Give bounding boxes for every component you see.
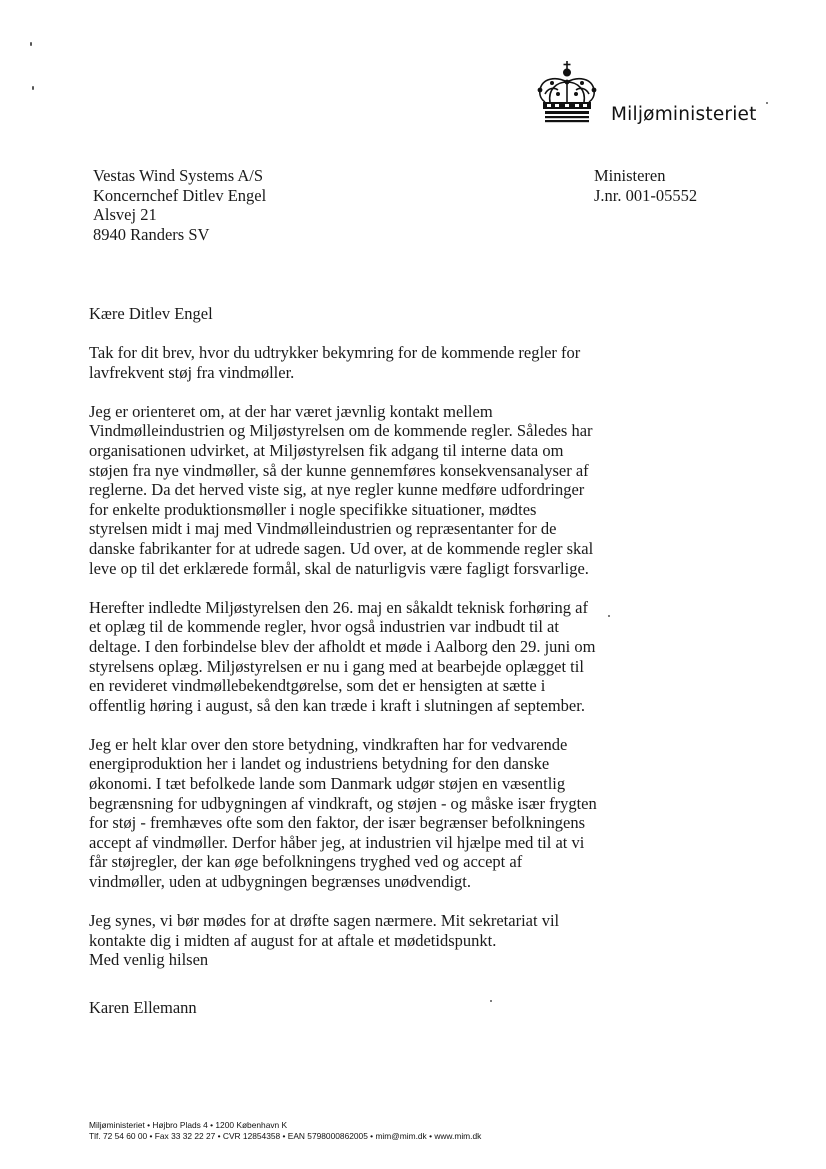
text-line: får støjregler, der kan øge befolkningens tryghed ved og accept af <box>89 852 523 872</box>
text-line: et oplæg til de kommende regler, hvor også industrien var indbudt til at <box>89 617 559 637</box>
signature-name: Karen Ellemann <box>89 998 197 1017</box>
recipient-line: Alsvej 21 <box>93 205 157 224</box>
scan-speck <box>766 102 768 104</box>
scan-speck <box>32 86 34 90</box>
text-line: for støj - fremhæves ofte som den faktor, der især begrænser befolkningens <box>89 813 586 833</box>
footer <box>89 1120 481 1141</box>
footer-contact: Tlf. 72 54 60 00 • Fax 33 32 22 27 • CVR 12854358 • EAN 5798000862005 • mim@mim.dk • www.mim.dk <box>89 1130 482 1141</box>
footer-address: Miljøministeriet • Højbro Plads 4 • 1200 København K <box>89 1120 288 1130</box>
text-line: offentlig høring i august, så den kan træde i kraft i slutningen af september. <box>89 695 585 715</box>
scan-speck <box>608 615 610 617</box>
reference-block <box>594 166 697 205</box>
paragraph <box>89 343 629 382</box>
text-line: begrænsning for udbygningen af vindkraft, og støjen - og måske især frygten <box>89 793 597 813</box>
paragraph <box>89 911 629 950</box>
recipient-line: Vestas Wind Systems A/S <box>93 166 264 185</box>
crown-logo-icon <box>536 60 598 126</box>
text-line: økonomi. I tæt befolkede lande som Danmark udgør støjen en væsentlig <box>89 774 566 794</box>
paragraph <box>89 598 629 716</box>
text-line: organisationen udvirket, at Miljøstyrelsen fik adgang til interne data om <box>89 440 564 460</box>
recipient-line: Koncernchef Ditlev Engel <box>93 185 267 205</box>
recipient-address <box>93 166 266 244</box>
text-line: vindmøller, uden at udbygningen begrænses unødvendigt. <box>89 872 471 892</box>
text-line: reglerne. Da det herved viste sig, at nye regler kunne medføre udfordringer <box>89 480 585 500</box>
paragraph <box>89 402 629 578</box>
text-line: lavfrekvent støj fra vindmøller. <box>89 362 295 382</box>
text-line: for enkelte produktionsmøller i nogle specifikke situationer, mødtes <box>89 499 537 519</box>
ministry-name: Miljøministeriet <box>611 104 757 125</box>
scan-speck <box>490 1000 492 1002</box>
text-line: Jeg er helt klar over den store betydning, vindkraften har for vedvarende <box>89 734 568 754</box>
text-line: styrelsens oplæg. Miljøstyrelsen er nu i gang med at bearbejde oplægget til <box>89 656 584 676</box>
sender-role: Ministeren <box>594 166 666 185</box>
text-line: styrelsen midt i maj med Vindmølleindustrien og repræsentanter for de <box>89 519 557 539</box>
text-line: kontakte dig i midten af august for at aftale et mødetidspunkt. <box>89 930 497 950</box>
closing: Med venlig hilsen <box>89 950 209 969</box>
salutation: Kære Ditlev Engel <box>89 304 213 323</box>
text-line: energiproduktion her i landet og industriens betydning for den danske <box>89 754 550 774</box>
text-line: støjen fra nye vindmøller, så der kunne gennemføres konsekvensanalyser af <box>89 460 589 480</box>
recipient-line: 8940 Randers SV <box>93 224 210 244</box>
text-line: Vindmølleindustrien og Miljøstyrelsen om de kommende regler. Således har <box>89 421 593 441</box>
text-line: accept af vindmøller. Derfor håber jeg, at industrien vil hjælpe med til at vi <box>89 832 585 852</box>
text-line: danske fabrikanter for at udrede sagen. Ud over, at de kommende regler skal <box>89 538 594 558</box>
text-line: en revideret vindmøllebekendtgørelse, som det er hensigten at sætte i <box>89 676 546 696</box>
text-line: Jeg er orienteret om, at der har været jævnlig kontakt mellem <box>89 401 493 421</box>
text-line: leve op til det erklærede formål, skal de naturligvis være fagligt forsvarlige. <box>89 558 589 578</box>
scan-speck <box>30 42 32 46</box>
text-line: Tak for dit brev, hvor du udtrykker bekymring for de kommende regler for <box>89 343 581 362</box>
journal-number: J.nr. 001-05552 <box>594 185 698 205</box>
text-line: Jeg synes, vi bør mødes for at drøfte sagen nærmere. Mit sekretariat vil <box>89 911 560 931</box>
text-line: deltage. I den forbindelse blev der afholdt et møde i Aalborg den 29. juni om <box>89 636 596 656</box>
letter-body <box>89 343 629 970</box>
text-line: Herefter indledte Miljøstyrelsen den 26. maj en såkaldt teknisk forhøring af <box>89 597 588 617</box>
paragraph <box>89 735 629 892</box>
